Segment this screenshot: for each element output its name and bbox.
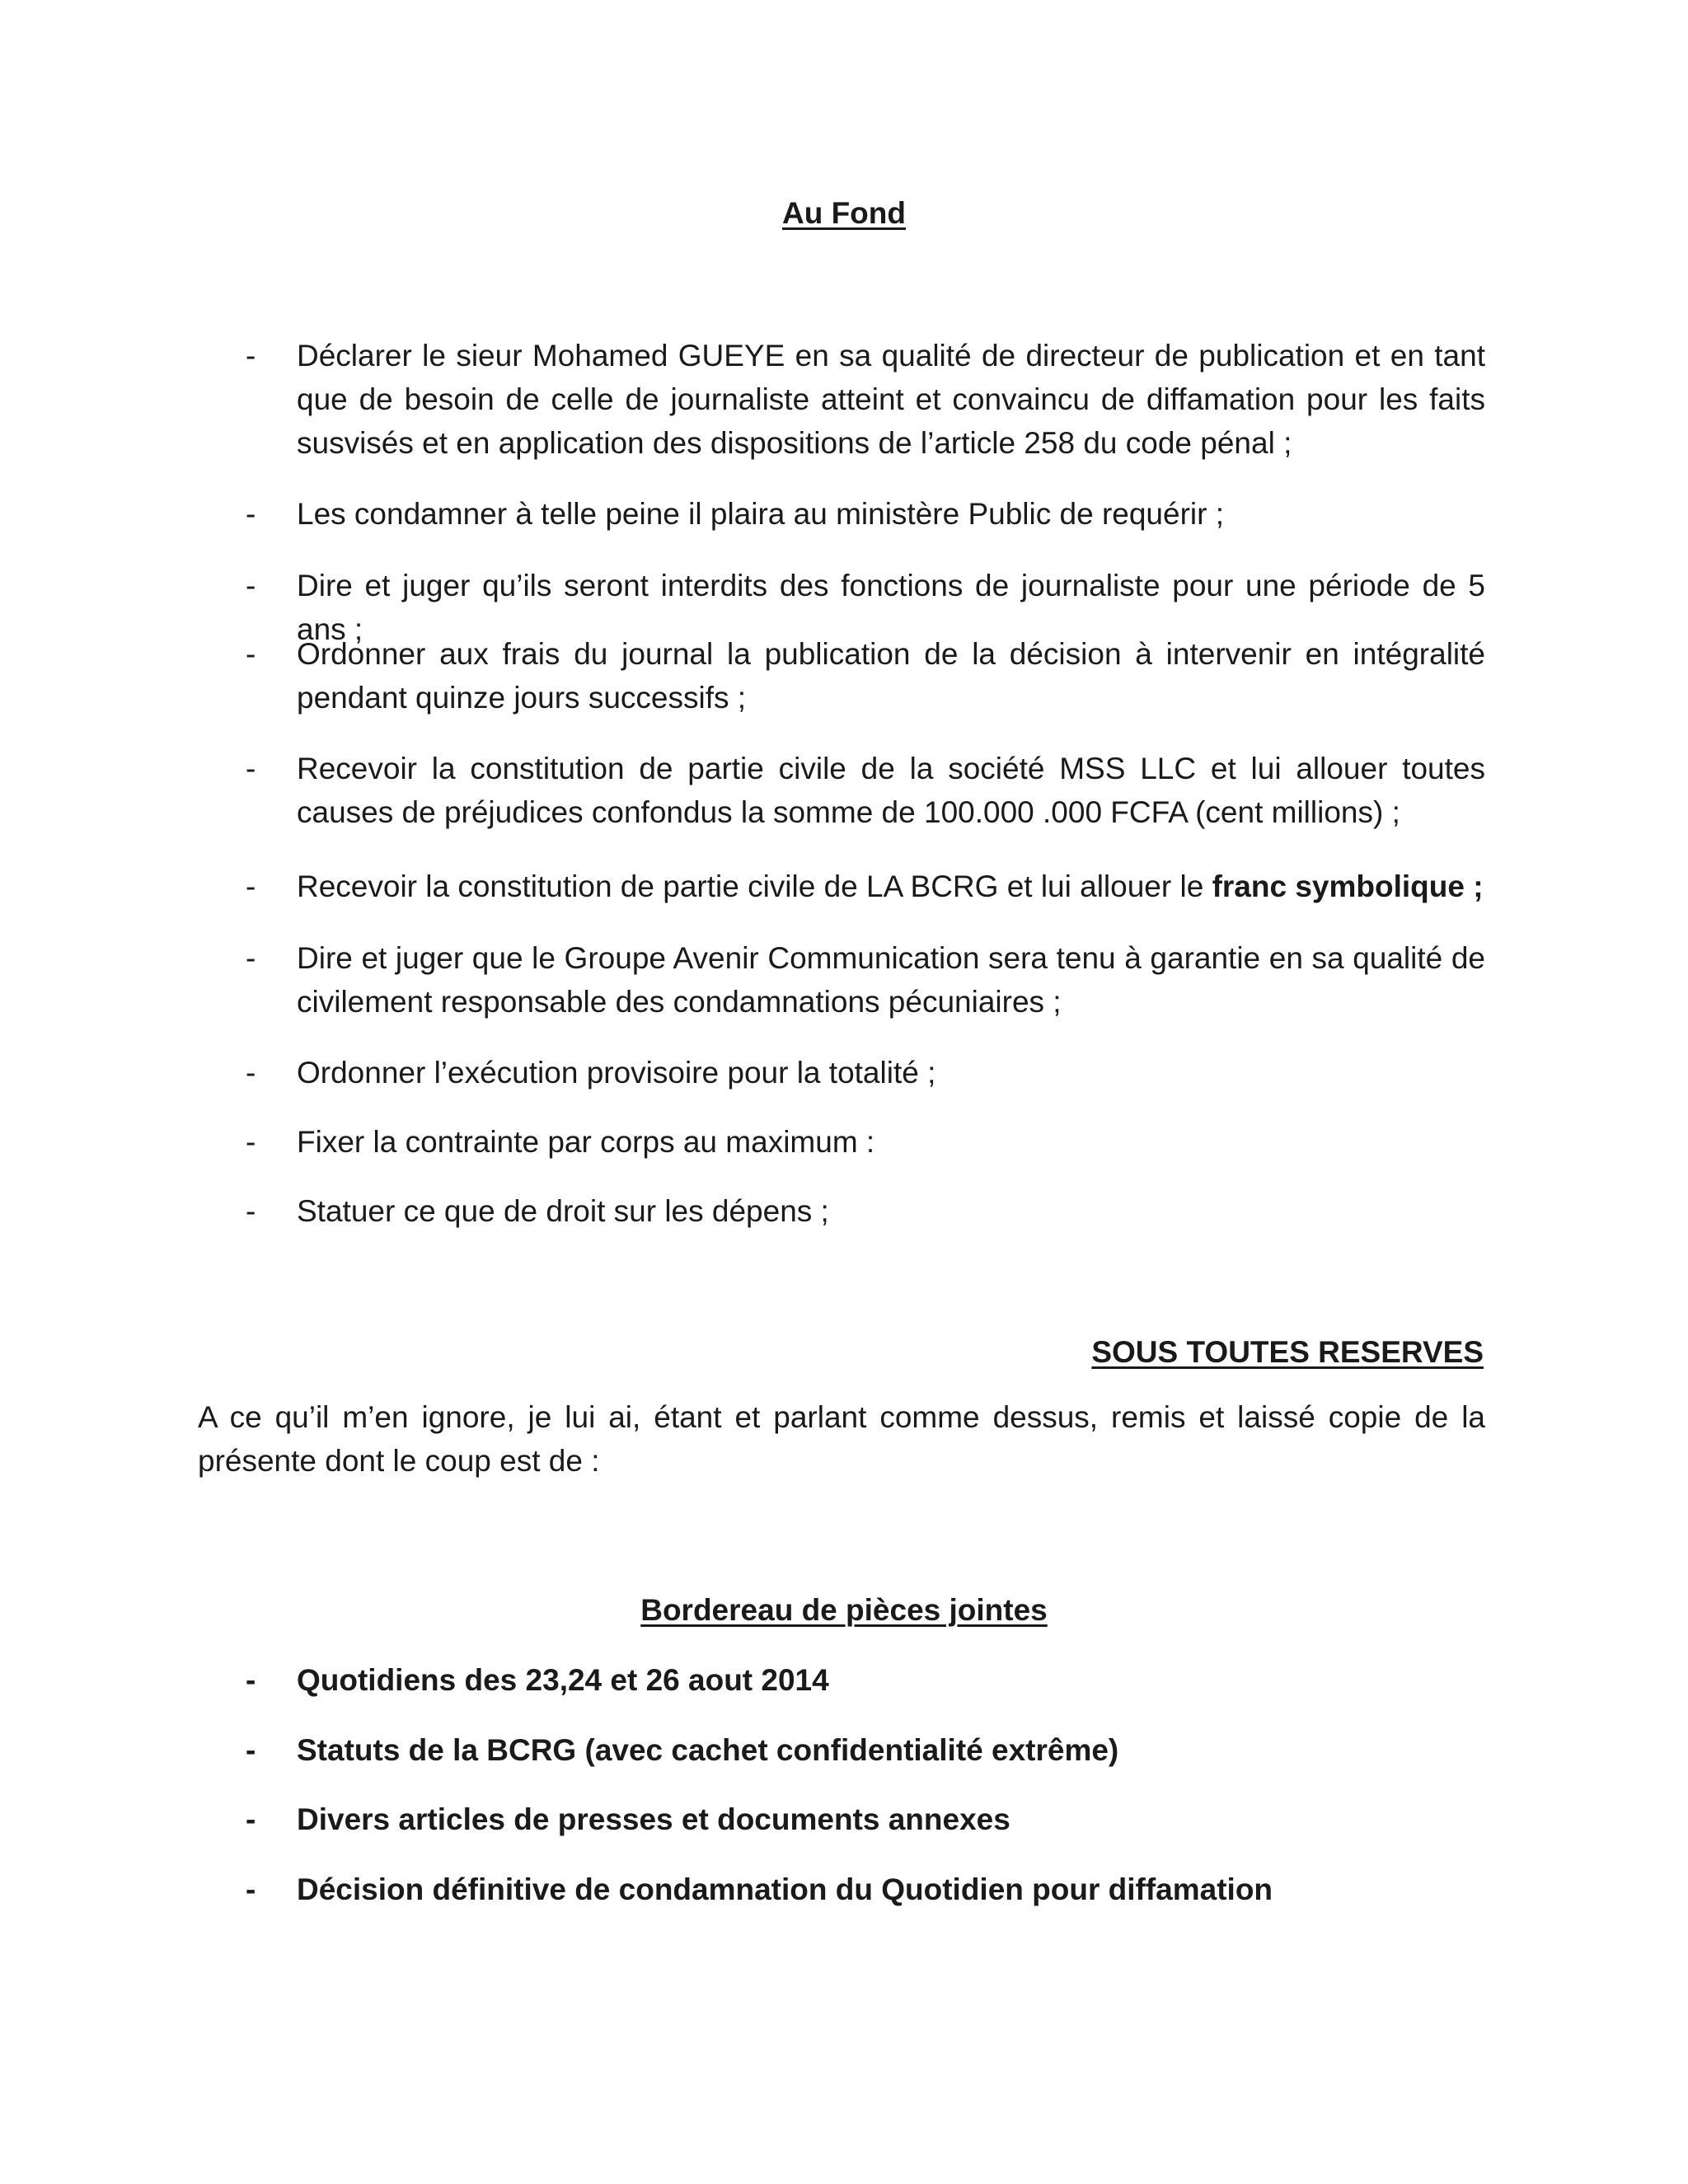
list-dash: - xyxy=(246,497,256,531)
list-dash: - xyxy=(246,569,256,602)
list-item-text-regular: Recevoir la constitution de partie civile de LA BCRG et lui allouer le xyxy=(297,869,1212,903)
list-dash: - xyxy=(246,1194,256,1228)
list-dash: - xyxy=(246,339,256,373)
list-item-text: Dire et juger que le Groupe Avenir Communication sera tenu à garantie en sa qualité de civilement responsable des condamnations pécuniaires ; xyxy=(297,941,1485,1019)
list-dash: - xyxy=(246,1663,256,1697)
list-item-text: Fixer la contrainte par corps au maximum : xyxy=(297,1125,875,1159)
list-item-text xyxy=(297,865,1485,908)
attachment-item-text: Statuts de la BCRG (avec cachet confidentialité extrême) xyxy=(297,1733,1119,1767)
list-item-text: Déclarer le sieur Mohamed GUEYE en sa qualité de directeur de publication et en tant que de besoin de celle de journaliste atteint et convaincu de diffamation pour les faits susvisés et en application des dispositions de l’article 258 du code pénal ; xyxy=(297,339,1485,460)
list-dash: - xyxy=(246,1733,256,1767)
attachment-item-text: Décision définitive de condamnation du Quotidien pour diffamation xyxy=(297,1872,1273,1906)
list-item-text: Recevoir la constitution de partie civile de la société MSS LLC et lui allouer toutes causes de préjudices confondus la somme de 100.000 .000 FCFA (cent millions) ; xyxy=(297,752,1485,829)
list-dash: - xyxy=(246,869,256,903)
attachment-item-text: Quotidiens des 23,24 et 26 aout 2014 xyxy=(297,1663,829,1697)
closing-paragraph: A ce qu’il m’en ignore, je lui ai, étant et parlant comme dessus, remis et laissé copie de la présente dont le coup est de : xyxy=(198,1400,1485,1478)
list-item-text-bold: franc symbolique ; xyxy=(1212,869,1484,903)
reserves-heading: SOUS TOUTES RESERVES xyxy=(1091,1335,1484,1369)
list-item-text: Ordonner l’exécution provisoire pour la totalité ; xyxy=(297,1056,936,1090)
list-dash: - xyxy=(246,1802,256,1836)
list-item-text: Les condamner à telle peine il plaira au ministère Public de requérir ; xyxy=(297,497,1224,531)
list-dash: - xyxy=(246,941,256,975)
list-item-text: Ordonner aux frais du journal la publication de la décision à intervenir en intégralité pendant quinze jours successifs ; xyxy=(297,637,1485,715)
section-heading-au-fond: Au Fond xyxy=(781,196,906,230)
list-item-text: Dire et juger qu’ils seront interdits des fonctions de journaliste pour une période de 5 ans ; xyxy=(297,569,1485,646)
list-dash: - xyxy=(246,1872,256,1906)
list-dash: - xyxy=(246,752,256,785)
attachment-item-text: Divers articles de presses et documents annexes xyxy=(297,1802,1010,1836)
section-heading-bordereau: Bordereau de pièces jointes xyxy=(640,1593,1048,1627)
list-dash: - xyxy=(246,1125,256,1159)
list-dash: - xyxy=(246,637,256,671)
list-item-text: Statuer ce que de droit sur les dépens ; xyxy=(297,1194,829,1228)
list-dash: - xyxy=(246,1056,256,1090)
